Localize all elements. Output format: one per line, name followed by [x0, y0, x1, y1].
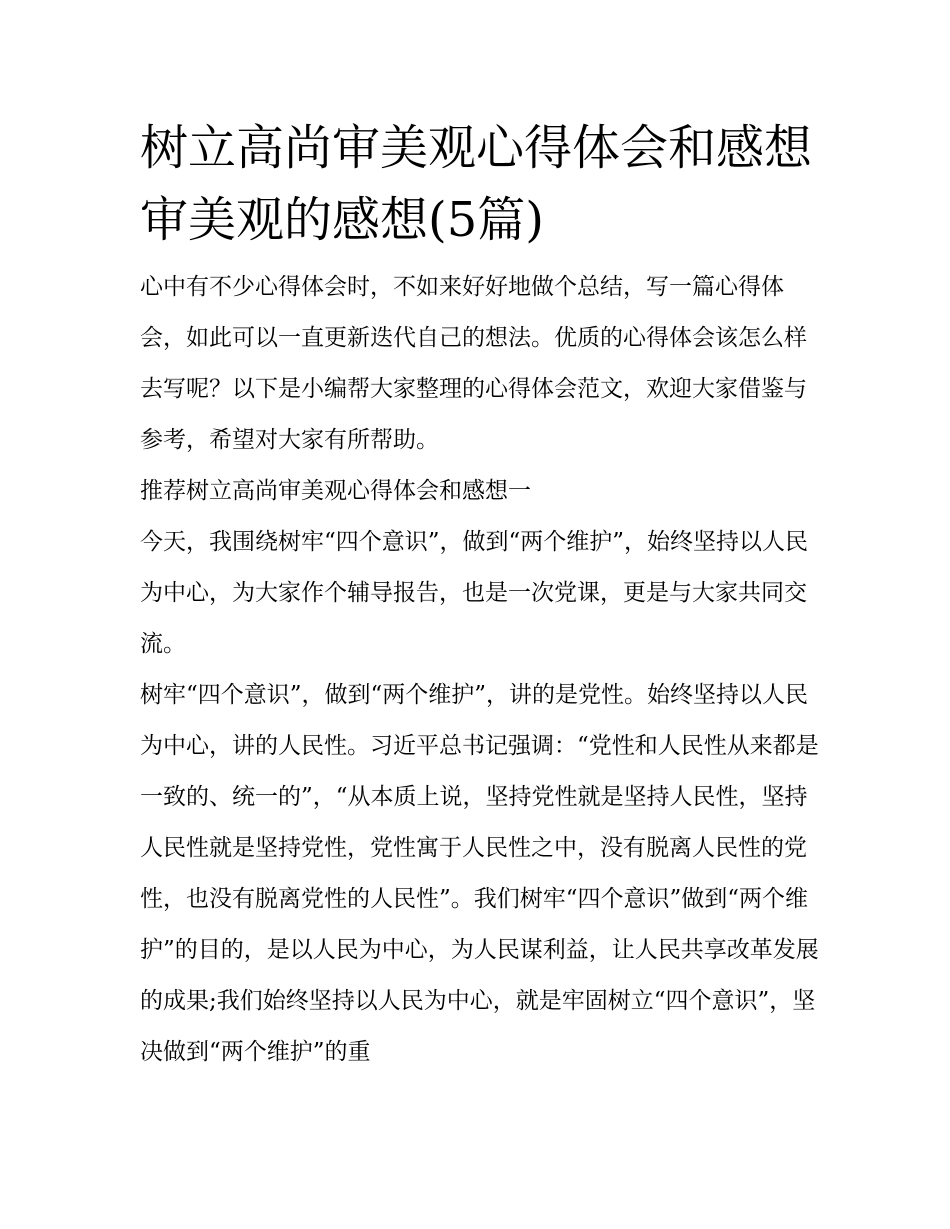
body-paragraph: 树牢“四个意识”，做到“两个维护”，讲的是党性。始终坚持以人民为中心，讲的人民性。习近平总书记强调：“党性和人民性从来都是一致的、统一的”，“从本质上说，坚持党性就是坚持人民性，坚持人民性就是坚持党性，党性寓于人民性之中，没有脱离人民性的党性，也没有脱离党性的人民性”。我们树牢“四个意识”做到“两个维护”的目的，是以人民为中心，为人民谋利益，让人民共享改革发展的成果;我们始终坚持以人民为中心，就是牢固树立“四个意识”，坚决做到“两个维护”的重 — [140, 682, 819, 1065]
document-title: 树立高尚审美观心得体会和感想 审美观的感想(5篇) — [140, 120, 813, 248]
body-paragraph: 今天，我围绕树牢“四个意识”，做到“两个维护”，始终坚持以人民为中心，为大家作个辅导报告，也是一次党课，更是与大家共同交流。 — [140, 529, 809, 657]
section-heading: 推荐树立高尚审美观心得体会和感想一 — [140, 478, 531, 504]
document-content — [140, 112, 820, 1078]
document-body — [140, 262, 820, 1078]
intro-paragraph: 心中有不少心得体会时，不如来好好地做个总结，写一篇心得体会，如此可以一直更新迭代自己的想法。优质的心得体会该怎么样去写呢？以下是小编帮大家整理的心得体会范文，欢迎大家借鉴与参考，希望对大家有所帮助。 — [140, 274, 807, 453]
